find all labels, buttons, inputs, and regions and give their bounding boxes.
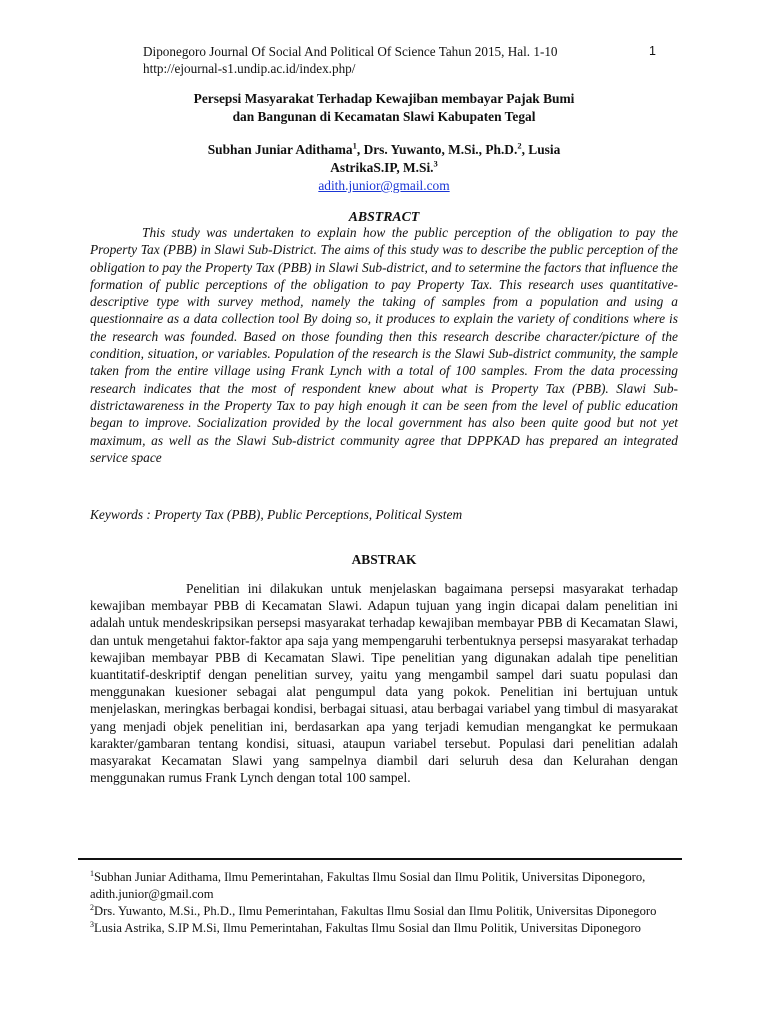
footnote-3 [90, 920, 678, 937]
author-1-footnote-mark: 1 [352, 140, 357, 151]
abstract-heading: ABSTRACT [348, 209, 420, 224]
abstrak-heading: ABSTRAK [351, 552, 417, 567]
title-line-2: dan Bangunan di Kecamatan Slawi Kabupaten Tegal [232, 109, 536, 124]
footnotes [90, 869, 678, 937]
author-2-name: Drs. Yuwanto, M.Si., Ph.D. [363, 142, 518, 157]
footnote-1-text: Subhan Juniar Adithama, Ilmu Pemerintahan, Fakultas Ilmu Sosial dan Ilmu Politik, Universitas Diponegoro, adith.junior@gmail.com [90, 870, 646, 901]
keywords: Keywords : Property Tax (PBB), Public Perceptions, Political System [90, 507, 463, 522]
author-3-footnote-mark: 3 [433, 158, 438, 169]
footnote-2-mark: 2 [90, 902, 94, 912]
author-2-footnote-mark: 2 [517, 140, 522, 151]
abstract-body: This study was undertaken to explain how the public perception of the obligation to pay the Property Tax (PBB) in Slawi Sub-District. The aims of this study was to describe the public perception of the obligation to pay the Property Tax (PBB) in Slawi Sub-district, and to setermine the factors that influence the formation of public perceptions of the obligation to pay Property Tax. This research uses quantitative-descriptive type with survey method, namely the taking of samples from a population and using a questionnaire as a data collection tool By doing so, it produces to explain the variety of conditions where is the research was founded. Based on those founding then this research describe character/picture of the condition, situation, or variables. Population of the research is the Slawi Sub-district community, the sample taken from the entire village using Frank Lynch with a total of 100 samples. From the data processing research indicates that the most of respondent knew about what is Property Tax (PBB). Slawi Sub-districtawareness in the Property Tax to pay high enough it can be seen from the level of public education began to improve. Socialization provided by the local government has also been quite good but not yet maximum, as well as the Slawi Sub-district community agree that DPPKAD has prepared an integrated service space [90, 225, 678, 465]
footnote-1-mark: 1 [90, 868, 94, 878]
footnote-1 [90, 869, 678, 903]
page-number: 1 [649, 44, 656, 58]
author-email-line [90, 177, 678, 195]
abstrak-body: Penelitian ini dilakukan untuk menjelaskan bagaimana persepsi masyarakat terhadap kewajiban membayar PBB di Kecamatan Slawi. Adapun tujuan yang ingin dicapai dalam penelitian ini adalah untuk mendeskripsikan persepsi masyarakat terhadap kewajiban membayar PBB di Kecamatan Slawi, dan untuk mengetahui faktor-faktor apa saja yang mempengaruhi terbentuknya persepsi masyarakat terhadap kewajiban membayar PBB di Kecamatan Slawi. Tipe penelitian yang digunakan adalah tipe penelitian kuantitatif-deskriptif dengan penelitian survey, yaitu yang mengambil sampel dari suatu populasi dan menggunakan kuesioner sebagai alat pengumpul data yang pokok. Penelitian ini bertujuan untuk menjelaskan, meringkas berbagai kondisi, berbagai situasi, atau berbagai variabel yang timbul di masyarakat yang menjadi objek penelitian ini, berdasarkan apa yang terjadi kemudian mengangkat ke permukaan karakter/gambaran tentang kondisi, situasi, ataupun variabel tersebut. Populasi dari penelitian adalah masyarakat Kecamatan Slawi yang sampelnya diambil dari seluruh desa dan Kelurahan dengan menggunakan rumus Frank Lynch dengan total 100 sampel. [90, 581, 678, 786]
journal-line: Diponegoro Journal Of Social And Political Of Science Tahun 2015, Hal. 1-10 [143, 44, 558, 59]
footnote-3-mark: 3 [90, 919, 94, 929]
author-block [90, 141, 678, 195]
footnote-2-text: Drs. Yuwanto, M.Si., Ph.D., Ilmu Pemerintahan, Fakultas Ilmu Sosial dan Ilmu Politik, Universitas Diponegoro [94, 904, 657, 918]
author-line-1 [90, 141, 678, 159]
author-line-2 [90, 159, 678, 177]
title-line-1: Persepsi Masyarakat Terhadap Kewajiban membayar Pajak Bumi [193, 91, 575, 106]
journal-url: http://ejournal-s1.undip.ac.id/index.php/ [143, 61, 356, 76]
author-email-link[interactable]: adith.junior@gmail.com [318, 178, 450, 193]
author-separator: , [356, 142, 364, 157]
footnote-3-text: Lusia Astrika, S.IP M.Si, Ilmu Pemerintahan, Fakultas Ilmu Sosial dan Ilmu Politik, Universitas Diponegoro [94, 921, 641, 935]
author-1-name: Subhan Juniar Adithama [207, 142, 353, 157]
author-separator: , Lusia [521, 142, 561, 157]
author-3-name: AstrikaS.IP, M.Si. [330, 160, 434, 175]
footnote-divider [78, 858, 682, 860]
footnote-2 [90, 903, 678, 920]
running-header [143, 43, 683, 77]
paper-title [90, 90, 678, 126]
